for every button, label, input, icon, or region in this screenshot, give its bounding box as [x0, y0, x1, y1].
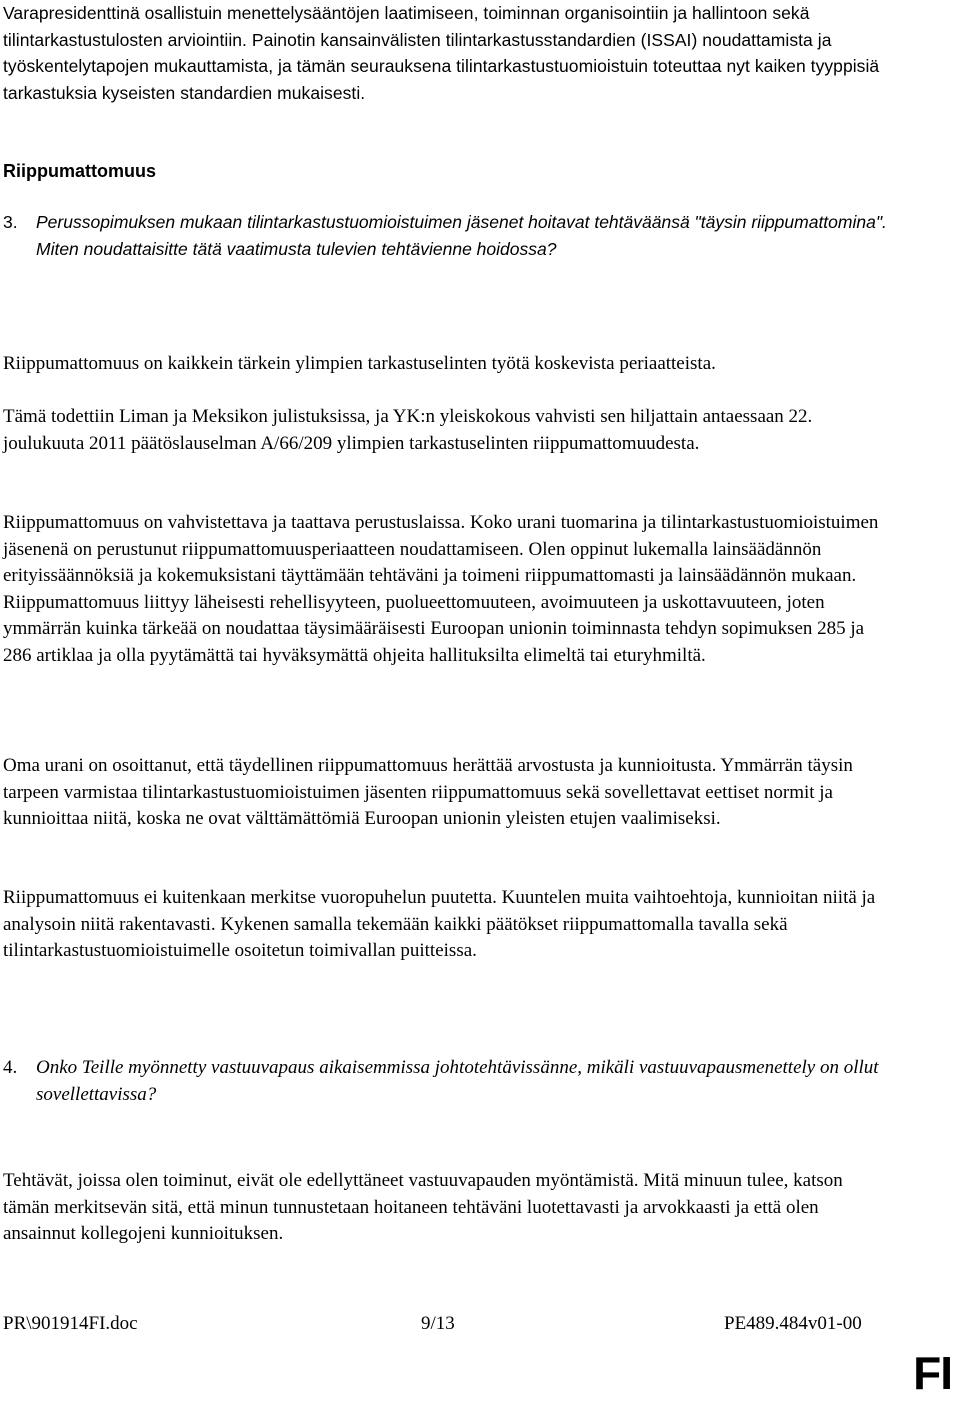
answer-3-paragraph-3: Riippumattomuus on vahvistettava ja taattava perustuslaissa. Koko urani tuomarina ja tilintarkastustuomioistuimen jäsenenä on perustunut riippumattomuusperiaatteen noudattamiseen. Olen oppinut lukemalla lainsäädännön erityissäännöksiä ja kokemuksistani täyttämään tehtäväni ja toimeni riippumattomasti ja lainsäädännön mukaan. Riippumattomuus liittyy läheisesti rehellisyyteen, puolueettomuuteen, avoimuuteen ja uskottavuuteen, joten ymmärrän kuinka tärkeää on noudattaa täysimääräisesti Euroopan unionin toiminnasta tehdyn sopimuksen 285 ja 286 artiklaa ja olla pyytämättä tai hyväksymättä ohjeita hallituksilta elimeltä tai eturyhmiltä.: [3, 512, 879, 666]
question-4-number: 4.: [3, 1057, 18, 1078]
section-heading: Riippumattomuus: [3, 161, 156, 181]
answer-3-paragraph-1: Riippumattomuus on kaikkein tärkein ylimpien tarkastuselinten työtä koskevista periaatteista.: [3, 353, 716, 374]
question-4: [3, 1055, 903, 1108]
answer-3-paragraph-5: Riippumattomuus ei kuitenkaan merkitse vuoropuhelun puutetta. Kuuntelen muita vaihtoehtoja, kunnioitan niitä ja analysoin niitä rakentavasti. Kykenen samalla tekemään kaikki päätökset riippumattomalla tavalla sekä tilintarkastustuomioistuimelle osoitetun toimivallan puitteissa.: [3, 887, 876, 962]
answer-4-paragraph: Tehtävät, joissa olen toiminut, eivät ole edellyttäneet vastuuvapauden myöntämistä. Mitä minuun tulee, katson tämän merkitsevän sitä, että minun tunnustetaan hoitaneen tehtäväni luotettavasti ja arvokkaasti ja että olen ansainnut kollegojeni kunnioituksen.: [3, 1170, 843, 1245]
footer-page-number: 9/13: [421, 1313, 455, 1334]
question-3-number: 3.: [3, 212, 18, 232]
language-mark: FI: [913, 1347, 952, 1399]
answer-3-paragraph-4: Oma urani on osoittanut, että täydellinen riippumattomuus herättää arvostusta ja kunnioitusta. Ymmärrän täysin tarpeen varmistaa tilintarkastustuomioistuimen jäsenten riippumattomuus sekä sovellettavat eettiset normit ja kunnioittaa niitä, koska ne ovat välttämättömiä Euroopan unionin yleisten etujen vaalimiseksi.: [3, 755, 853, 830]
question-3-text: Perussopimuksen mukaan tilintarkastustuomioistuimen jäsenet hoitavat tehtäväänsä "täysin riippumattomina". Miten noudattaisitte tätä vaatimusta tulevien tehtävienne hoidossa?: [36, 212, 887, 259]
question-3: [3, 209, 903, 262]
footer-file-ref: PR\901914FI.doc: [3, 1313, 138, 1334]
question-4-text: Onko Teille myönnetty vastuuvapaus aikaisemmissa johtotehtävissänne, mikäli vastuuvapausmenettely on ollut sovellettavissa?: [36, 1057, 879, 1105]
intro-paragraph: Varapresidenttinä osallistuin menettelysääntöjen laatimiseen, toiminnan organisointiin ja hallintoon sekä tilintarkastustulosten arviointiin. Painotin kansainvälisten tilintarkastusstandardien (ISSAI) noudattamista ja työskentelytapojen mukauttamista, ja tämän seurauksena tilintarkastustuomioistuin toteuttaa nyt kaiken tyyppisiä tarkastuksia kyseisten standardien mukaisesti.: [3, 3, 880, 103]
answer-3-paragraph-2: Tämä todettiin Liman ja Meksikon julistuksissa, ja YK:n yleiskokous vahvisti sen hiljattain antaessaan 22. joulukuuta 2011 päätöslauselman A/66/209 ylimpien tarkastuselinten riippumattomuudesta.: [3, 406, 813, 454]
footer-doc-code: PE489.484v01-00: [724, 1313, 862, 1334]
